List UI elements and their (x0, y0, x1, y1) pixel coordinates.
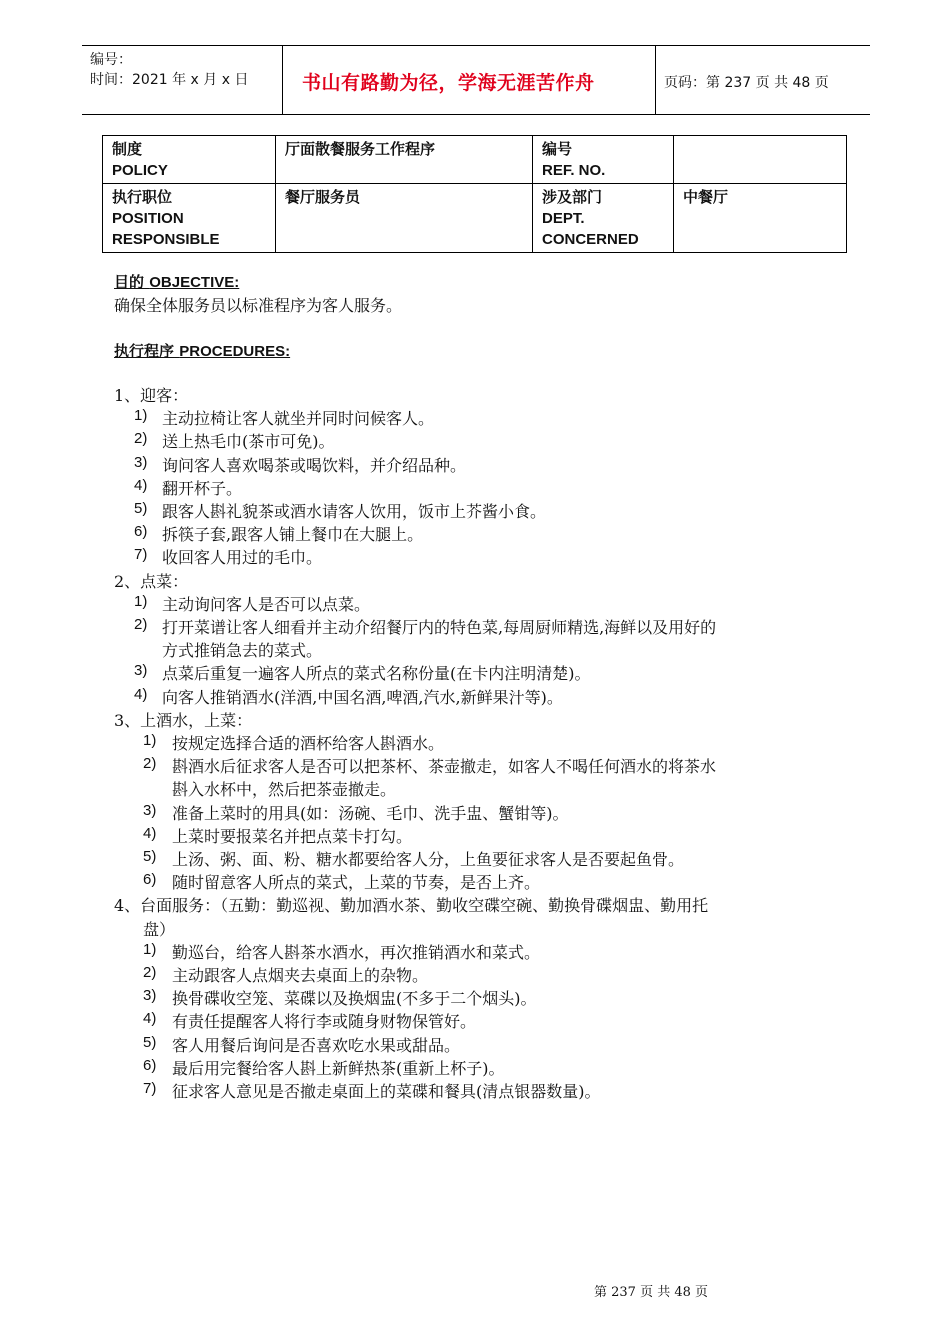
dept-label-en1: DEPT. (542, 210, 585, 227)
list-item-number: 4) (143, 824, 157, 842)
list-item-text: 征求客人意见是否撤走桌面上的菜碟和餐具(清点银器数量)。 (172, 1082, 601, 1101)
section-heading: 4、台面服务：（五勤：勤巡视、勤加酒水茶、勤收空碟空碗、勤换骨碟烟盅、勤用托 (114, 896, 709, 916)
ref-label-cell (533, 136, 674, 184)
list-item-number: 3) (143, 987, 157, 1005)
header-meta (90, 50, 248, 90)
ref-label-en: REF. NO. (542, 162, 606, 179)
list-item-number: 2) (143, 755, 157, 773)
header-divider (282, 46, 283, 114)
list-item-number: 3) (143, 801, 157, 819)
list-item-number: 7) (143, 1080, 157, 1097)
policy-info-table (102, 135, 847, 253)
list-item-number: 2) (134, 430, 148, 448)
list-item-number: 5) (134, 500, 148, 517)
list-item-number: 2) (143, 964, 157, 981)
list-item-text: 拆筷子套,跟客人铺上餐巾在大腿上。 (162, 525, 424, 545)
list-item-text: 上汤、粥、面、粉、糖水都要给客人分，上鱼要征求客人是否要起鱼骨。 (172, 850, 685, 869)
list-item-number: 1) (143, 732, 157, 749)
list-item-text: 按规定选择合适的酒杯给客人斟酒水。 (172, 734, 445, 753)
list-item-number: 4) (134, 476, 148, 494)
list-item-number: 6) (143, 1056, 157, 1074)
dept-value: 中餐厅 (683, 188, 729, 206)
table-row (103, 136, 847, 184)
ref-label-cn: 编号 (542, 140, 573, 158)
procedures-title-en: PROCEDURES: (179, 343, 291, 360)
procedures-title (114, 340, 290, 361)
position-value: 餐厅服务员 (285, 188, 361, 206)
list-item-number: 5) (143, 848, 157, 865)
list-item-text: 翻开杯子。 (162, 478, 243, 498)
list-item-text: 送上热毛巾(茶市可免)。 (162, 432, 335, 452)
list-item-text: 点菜后重复一遍客人所点的菜式名称份量(在卡内注明清楚)。 (162, 664, 591, 684)
list-item-text: 有责任提醒客人将行李或随身财物保管好。 (172, 1012, 477, 1032)
list-item-number: 2) (134, 616, 148, 633)
list-item-number: 1) (134, 592, 148, 610)
dept-label-cn: 涉及部门 (542, 188, 603, 206)
list-item-number: 3) (134, 453, 148, 471)
list-item-number: 3) (134, 662, 148, 680)
list-item-text: 收回客人用过的毛巾。 (162, 548, 323, 568)
header-motto: 书山有路勤为径，学海无涯苦作舟 (302, 72, 595, 94)
position-label-en2: RESPONSIBLE (112, 231, 220, 248)
objective-title-cn: 目的 (114, 273, 145, 291)
position-label-en1: POSITION (112, 210, 184, 227)
list-item-text: 主动询问客人是否可以点菜。 (162, 594, 371, 614)
policy-value: 厅面散餐服务工作程序 (285, 140, 436, 158)
list-item-text: 询问客人喜欢喝茶或喝饮料，并介绍品种。 (162, 455, 467, 475)
list-item-text: 准备上菜时的用具(如：汤碗、毛巾、洗手盅、蟹钳等)。 (172, 803, 569, 823)
list-item-text: 跟客人斟礼貌茶或酒水请客人饮用，饭市上芥酱小食。 (162, 502, 547, 521)
objective-text: 确保全体服务员以标准程序为客人服务。 (114, 296, 403, 315)
policy-label-cn: 制度 (112, 140, 143, 158)
list-item-number: 6) (143, 871, 157, 889)
list-item-number: 1) (134, 407, 148, 425)
header-divider (655, 46, 656, 114)
page-header (82, 45, 870, 115)
dept-value-cell (674, 184, 847, 253)
dept-label-cell (533, 184, 674, 253)
objective-title (114, 271, 239, 292)
table-row (103, 184, 847, 253)
list-item-text: 方式推销急去的菜式。 (162, 641, 323, 661)
section-heading: 2、点菜： (114, 571, 189, 591)
position-label-cn: 执行职位 (112, 188, 173, 206)
time-label: 时间：2021 年 x 月 x 日 (90, 72, 249, 88)
section-heading-cont: 盘） (143, 919, 176, 939)
page-footer: 第 237 页 共 48 页 (594, 1285, 709, 1300)
position-value-cell (276, 184, 533, 253)
section-heading: 3、上酒水，上菜： (114, 710, 253, 730)
list-item-number: 1) (143, 940, 157, 958)
code-label: 编号： (90, 52, 132, 68)
list-item-number: 4) (134, 685, 148, 703)
list-item-text: 主动跟客人点烟夹去桌面上的杂物。 (172, 966, 429, 985)
policy-label-en: POLICY (112, 162, 168, 179)
list-item-text: 主动拉椅让客人就坐并同时问候客人。 (162, 409, 435, 429)
policy-label-cell (103, 136, 276, 184)
list-item-number: 7) (134, 546, 148, 564)
list-item-text: 斟入水杯中，然后把茶壶撤走。 (172, 780, 397, 800)
list-item-number: 6) (134, 523, 148, 541)
list-item-text: 随时留意客人所点的菜式，上菜的节奏，是否上齐。 (172, 873, 541, 893)
procedures-title-cn: 执行程序 (114, 342, 175, 360)
list-item-number: 5) (143, 1033, 157, 1051)
dept-label-en2: CONCERNED (542, 231, 639, 248)
position-label-cell (103, 184, 276, 253)
list-item-text: 向客人推销酒水(洋酒,中国名酒,啤酒,汽水,新鲜果汁等)。 (162, 687, 563, 707)
list-item-text: 客人用餐后询问是否喜欢吃水果或甜品。 (172, 1035, 461, 1055)
list-item-text: 勤巡台，给客人斟茶水酒水，再次推销酒水和菜式。 (172, 942, 541, 962)
policy-value-cell (276, 136, 533, 184)
header-page-label: 页码：第 237 页 共 48 页 (664, 75, 829, 91)
ref-value-cell (674, 136, 847, 184)
list-item-number: 4) (143, 1010, 157, 1028)
list-item-text: 上菜时要报菜名并把点菜卡打勾。 (172, 826, 413, 846)
list-item-text: 换骨碟收空笼、菜碟以及换烟盅(不多于二个烟头)。 (172, 989, 537, 1009)
objective-title-en: OBJECTIVE: (149, 274, 240, 291)
list-item-text: 斟酒水后征求客人是否可以把茶杯、茶壶撤走，如客人不喝任何酒水的将茶水 (172, 757, 717, 777)
list-item-text: 打开菜谱让客人细看并主动介绍餐厅内的特色菜,每周厨师精选,海鲜以及用好的 (162, 618, 717, 637)
section-heading: 1、迎客： (114, 386, 189, 405)
list-item-text: 最后用完餐给客人斟上新鲜热茶(重新上杯子)。 (172, 1058, 505, 1078)
